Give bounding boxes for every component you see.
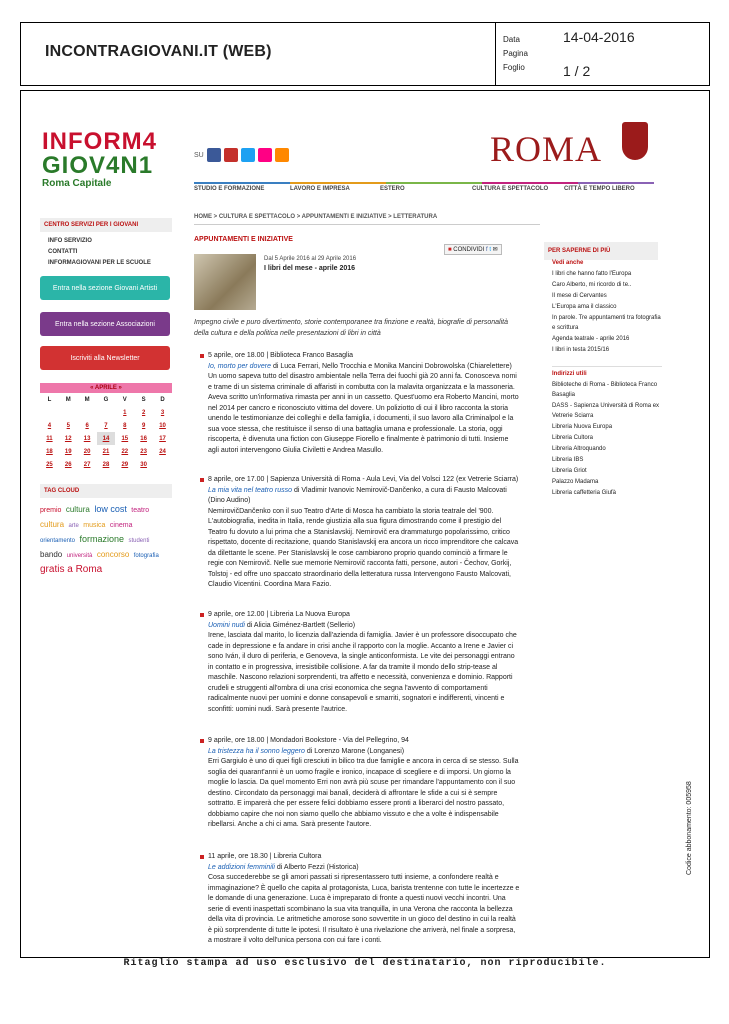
weekday: M (65, 396, 71, 403)
tag[interactable]: cultura (65, 505, 90, 514)
logo-line3: Roma Capitale (42, 178, 112, 189)
calendar-day[interactable]: 18 (46, 448, 53, 455)
nav-estero[interactable]: ESTERO (380, 186, 405, 192)
giovani-artisti-banner[interactable]: Entra nella sezione Giovani Artisti (40, 276, 170, 300)
event-text: Irene, lasciata dal marito, lo licenzia dall'azienda di famiglia. Javier è un professore disoccupato che cade in depressione e fa andare in crisi anche il rapporto con la moglie. Accanto a Irene e Javier ci sono Iván, il duro di periferia, e Genoveva, la single anticonformista. Le vite dei personaggi entrano in contatto e in progressiva, irresistibile collisione. A far da tramite il mondo dello strip-tease al maschile. Nascono relazioni sorprendenti, tra affetto e necessità, convenienza e dominio. Rapporti crudeli e struggenti all'ombra di una crisi economica che segna l'avvento di comportamenti radicalmente nuovi per uomini e donne consapevoli e smarriti, sognatori e indifferenti, vincenti e sconfitti: uomini nudi. Sarà presente l'autrice. (208, 632, 517, 713)
calendar-day[interactable]: 4 (47, 422, 52, 429)
calendar-day[interactable]: 22 (121, 448, 129, 455)
calendar-day[interactable]: 21 (102, 448, 110, 455)
data-label: Data (503, 35, 520, 44)
tag[interactable]: bando (40, 550, 63, 559)
bullet-icon (200, 354, 204, 358)
book-title[interactable]: Io, morto per dovere (208, 362, 272, 370)
rss-icon[interactable] (275, 148, 289, 162)
foglio-label: Foglio (503, 63, 525, 72)
weekday: G (103, 396, 109, 403)
tag[interactable]: concorso (96, 550, 130, 559)
per-saperne-title: PER SAPERNE DI PIÙ (544, 242, 658, 260)
book-author: di Vladimir Ivanovic Nemirovič-Dančenko, a cura di Fausto Malcovati (Dino Audino) (208, 486, 507, 504)
calendar-day[interactable]: 5 (66, 422, 70, 429)
calendar-day[interactable]: 1 (123, 409, 127, 416)
address-link[interactable]: Palazzo Madama (552, 479, 599, 485)
newsletter-banner[interactable]: Iscriviti alla Newsletter (40, 346, 170, 370)
tag[interactable]: formazione (79, 534, 125, 544)
related-link[interactable]: L'Europa ama il classico (552, 304, 617, 310)
breadcrumb[interactable]: HOME > CULTURA E SPETTACOLO > APPUNTAMENTI E INIZIATIVE > LETTERATURA (194, 214, 540, 225)
calendar-day[interactable]: 23 (140, 448, 147, 455)
calendar-day[interactable]: 12 (64, 435, 72, 442)
clipping-footer: Ritaglio stampa ad uso esclusivo del destinatario, non riproducibile. (123, 958, 607, 969)
calendar-day[interactable]: 8 (123, 422, 127, 429)
book-title[interactable]: Le addizioni femminili (208, 863, 275, 871)
prev-month-icon[interactable]: « (90, 385, 95, 391)
calendar-day[interactable]: 26 (64, 461, 72, 468)
logo-line2: GIOV4N1 (42, 152, 154, 179)
share-icon: ■ (448, 247, 454, 253)
calendar-day[interactable]: 20 (83, 448, 91, 455)
pagina-label: Pagina (503, 49, 528, 58)
nav-cultura[interactable]: CULTURA E SPETTACOLO (472, 186, 549, 192)
social-bar (194, 148, 289, 162)
indirizzi-title: Indirizzi utili (552, 371, 587, 377)
facebook-icon[interactable] (207, 148, 221, 162)
event-head: 9 aprile, ore 12.00 | Libreria La Nuova Europa (208, 611, 350, 618)
calendar-month (40, 383, 172, 393)
tag[interactable]: cinema (109, 522, 133, 529)
nav-underline (578, 182, 654, 184)
address-link[interactable]: Libreria caffetteria Giufà (552, 490, 616, 496)
calendar-day[interactable]: 6 (85, 422, 89, 429)
subscription-code: Codice abbonamento: 005958 (686, 781, 693, 875)
section-title: APPUNTAMENTI E INIZIATIVE (194, 236, 293, 243)
roma-logo[interactable]: ROMA (490, 129, 603, 169)
related-link[interactable]: In parole. Tre appuntamenti tra fotografia e scrittura (552, 315, 661, 331)
event-entry (200, 610, 520, 715)
book-title[interactable]: La mia vita nel teatro russo (208, 486, 293, 494)
calendar-day[interactable]: 16 (140, 435, 147, 442)
calendar-day[interactable]: 27 (83, 461, 91, 468)
bullet-icon (200, 478, 204, 482)
share-button[interactable] (444, 244, 502, 255)
flickr-icon[interactable] (258, 148, 272, 162)
tag[interactable]: studenti (128, 538, 150, 544)
tag[interactable]: arte (68, 523, 79, 529)
calendar-grid (40, 393, 172, 471)
centro-links (48, 236, 151, 269)
event-text: Cosa succederebbe se gli amori passati si ripresentassero tutti insieme, a confondere realtà e immaginazione? È quello che capita al protagonista, Luca, barista trentenne con tutte le incertezze e le domande di una generazione. Luca è impreparato di fronte a questi nuovi vecchi incontri. Una serie di eventi inaspettati scombinano la sua vita tranquilla, in una Verona che racconta la bellezza della vita di provincia. Le aritmetiche amorose sono sovvertite in un gioco del destino in cui la realtà è più sorprendente di tutte le ipotesi. Il risultato è una rivelazione che arriverà, nel finale a sorpresa, a mostrare il volto dell'unica persona con cui fare i conti. (208, 874, 520, 944)
nav-underline (290, 182, 386, 184)
nav-lavoro[interactable]: LAVORO E IMPRESA (290, 186, 350, 192)
link-contatti[interactable]: CONTATTI (48, 249, 78, 255)
indirizzi-list (552, 366, 662, 499)
twitter-icon[interactable] (241, 148, 255, 162)
event-head: 8 aprile, ore 17.00 | Sapienza Università di Roma - Aula Levi, Via del Volsci 122 (ex Vetrerie Sciarra) (208, 476, 519, 483)
next-month-icon[interactable]: » (116, 385, 122, 391)
calendar-day[interactable]: 15 (121, 435, 129, 442)
weekday: D (160, 396, 165, 403)
calendar-day[interactable]: 25 (46, 461, 53, 468)
calendar (40, 383, 172, 471)
calendar-day-today[interactable]: 14 (97, 432, 116, 445)
event-text: NemirovičDančenko con il suo Teatro d'Arte di Mosca ha cambiato la storia teatrale del '900. L'autobiografia, inedita in Italia, rende giustizia alla sua figura dimostrando come il prestigio del Teatro fu dovuto a lui prima che a Stanislavskij. Nemirovič era drammaturgo popolarissimo, critico rispettato, docente di recitazione, quando Stanislavskij era ancora un ricco imprenditore che calcava da dilettante le scene. Per Stanislavskij le cose cambiarono proprio quando cominciò a firmare le regie con Nemirovič. Nelle sue memorie Nemirovič racconta fatti, persone, autori - Čechov, Gorkij, Tolstoj - ed offre uno spaccato straordinario della letteratura russa Intervengono Fausto Malcovati, Claudio Vicentini. Coordina Mara Fazio. (208, 507, 519, 588)
tag[interactable]: fotografia (133, 553, 159, 559)
nav-underline (386, 182, 482, 184)
calendar-day[interactable]: 29 (121, 461, 129, 468)
calendar-day[interactable]: 28 (102, 461, 110, 468)
event-entry (200, 351, 520, 456)
share-label: CONDIVIDI (453, 247, 485, 253)
source-title: INCONTRAGIOVANI.IT (WEB) (45, 43, 272, 60)
event-head: 11 aprile, ore 18.30 | Libreria Cultora (208, 853, 322, 860)
related-link[interactable]: Il mese di Cervantes (552, 293, 607, 299)
month-label: APRILE (94, 385, 117, 391)
event-entry (200, 475, 520, 591)
related-link[interactable]: Caro Alberto, mi ricordo di te.. (552, 282, 632, 288)
calendar-day[interactable]: 9 (141, 422, 146, 429)
social-label: SU (194, 151, 204, 159)
facebook-icon: f (485, 247, 488, 253)
bullet-icon (200, 739, 204, 743)
tag-cloud (40, 502, 174, 576)
address-link[interactable]: Libreria Altroquando (552, 446, 606, 452)
weekday: L (47, 396, 52, 403)
book-author: di Lorenzo Marone (Longanesi) (304, 747, 405, 755)
article-thumbnail (194, 254, 256, 310)
twitter-icon: t (489, 247, 491, 253)
bullet-icon (200, 855, 204, 859)
header-divider (495, 23, 496, 85)
informagiovani-logo[interactable] (42, 130, 172, 189)
youtube-icon[interactable] (224, 148, 238, 162)
associazioni-banner[interactable]: Entra nella sezione Associazioni (40, 312, 170, 336)
bullet-icon (200, 613, 204, 617)
address-link[interactable]: Libreria IBS (552, 457, 584, 463)
calendar-day[interactable]: 13 (83, 435, 91, 442)
email-icon: ✉ (492, 247, 498, 253)
nav-studio[interactable]: STUDIO E FORMAZIONE (194, 186, 265, 192)
calendar-day[interactable]: 3 (160, 409, 165, 416)
calendar-day[interactable]: 17 (159, 435, 166, 442)
calendar-day[interactable]: 24 (159, 448, 166, 455)
article-intro: Impegno civile e puro divertimento, storie contemporanee tra finzione e realtà, biografie di personalità della cultura e della politica nelle presentazioni di libri in città (194, 319, 509, 337)
event-text: Erri Gargiulo è uno di quei figli cresciuti in bilico tra due famiglie e ancora in cerca di se stesso. Sulla soglia dei quarant'anni è un uomo fragile e ironico, incapace di scegliere e di imporsi. Un giorno la moglie lo lascia. Da quel momento Erri non avrà più scuse per rimandare l'appuntamento con il suo destino. Circondato da personaggi mai banali, deciderà di affrontare le sfide a cui si è sempre sottratto. E imparerà che per essere felici dobbiamo essere pronti a liberarci del nostro passato, dobbiamo capire che noi non siamo quello che abbiamo vissuto e che a volte è indispensabile ribellarsi. Anche a chi ci ama. Sarà presente l'autore. (208, 758, 519, 828)
book-author: di Alicia Giménez-Bartlett (Sellerio) (244, 621, 356, 629)
book-author: di Alberto Fezzi (Historica) (274, 863, 359, 871)
clipping-sheet: 1 / 2 (563, 63, 591, 79)
centro-servizi-title: CENTRO SERVIZI PER I GIOVANI (40, 218, 172, 232)
weekday: V (122, 396, 127, 403)
address-link[interactable]: Libreria Griot (552, 468, 587, 474)
calendar-day[interactable]: 11 (46, 435, 53, 442)
calendar-day[interactable]: 19 (64, 448, 72, 455)
clipping-header (20, 22, 710, 86)
tag[interactable]: premio (40, 507, 62, 514)
calendar-day[interactable]: 2 (141, 409, 146, 416)
vedi-anche-list (552, 258, 662, 356)
tag[interactable]: musica (83, 522, 106, 529)
tag[interactable]: orientamento (40, 538, 76, 544)
roma-crest-icon (622, 122, 648, 160)
header-meta (503, 33, 528, 75)
tag[interactable]: cultura (40, 520, 65, 529)
link-informagiovani-scuole[interactable]: INFORMAGIOVANI PER LE SCUOLE (48, 260, 151, 266)
related-link[interactable]: I libri che hanno fatto l'Europa (552, 271, 632, 277)
clipping-date: 14-04-2016 (563, 29, 635, 45)
tag[interactable]: università (66, 553, 93, 559)
tag-cloud-title: TAG CLOUD (40, 484, 172, 498)
event-entry (200, 736, 520, 831)
book-author: di Luca Ferrari, Nello Trocchia e Monika Mancini Dobrowolska (Chiarelettere) (271, 362, 512, 370)
weekday: M (84, 396, 90, 403)
event-head: 5 aprile, ore 18.00 | Biblioteca Franco Basaglia (208, 352, 354, 359)
book-title[interactable]: Uomini nudi (208, 621, 245, 629)
related-link[interactable]: I libri in testa 2015/16 (552, 347, 610, 353)
event-text: Un uomo sapeva tutto del disastro ambientale nella Terra dei fuochi già 20 anni fa. Conosceva nomi e trame di un sistema criminale di affaristi in combutta con la malavita organizzata e la massoneria. Aveva scritto un'informativa rimasta per anni in un cassetto. Quest'uomo era Roberto Mancini, morto nel 2014 per cancro e riconosciuto vittima del dovere. Un poliziotto di cui il libro racconta la storia unendo le testimonianze dei colleghi e della famiglia, i documenti, il suo lavoro alla Criminalpol e la sua voce stessa, che restituisce il senso di una battaglia umana e professionale. La storia, oggi riscoperta, è divenuta una fiction con Giuseppe Fiorello e finalmente è patrimonio di tutti. Insieme agli autori intervengono Giulia Civiletti e Andrea Masullo. (208, 373, 519, 454)
tag[interactable]: teatro (131, 507, 150, 514)
address-link[interactable]: Libreria Cultora (552, 435, 594, 441)
nav-underline (482, 182, 578, 184)
address-link[interactable]: Libreria Nuova Europa (552, 424, 613, 430)
address-link[interactable]: Biblioteche di Roma - Biblioteca Franco Basaglia (552, 382, 658, 398)
address-link[interactable]: DASS - Sapienza Università di Roma ex Vetrerie Sciarra (552, 403, 660, 419)
link-info-servizio[interactable]: INFO SERVIZIO (48, 238, 92, 244)
event-head: 9 aprile, ore 18.00 | Mondadori Bookstore - Via del Pellegrino, 94 (208, 737, 409, 744)
related-link[interactable]: Agenda teatrale - aprile 2016 (552, 336, 630, 342)
tag[interactable]: gratis a Roma (40, 564, 103, 575)
tag[interactable]: low cost (94, 504, 127, 514)
book-title[interactable]: La tristezza ha il sonno leggero (208, 747, 305, 755)
vedi-anche-title: Vedi anche (552, 260, 584, 266)
nav-citta[interactable]: CITTÀ E TEMPO LIBERO (564, 186, 635, 192)
calendar-day[interactable]: 10 (159, 422, 166, 429)
article-dates: Dal 5 Aprile 2016 al 29 Aprile 2016 (264, 256, 357, 262)
article-title: I libri del mese - aprile 2016 (264, 265, 356, 272)
weekday: S (141, 396, 146, 403)
nav-underline (194, 182, 290, 184)
logo-line1: INFORM4 (42, 128, 157, 155)
event-entry (200, 852, 520, 947)
calendar-day[interactable]: 30 (140, 461, 147, 468)
calendar-day[interactable]: 7 (104, 422, 108, 429)
